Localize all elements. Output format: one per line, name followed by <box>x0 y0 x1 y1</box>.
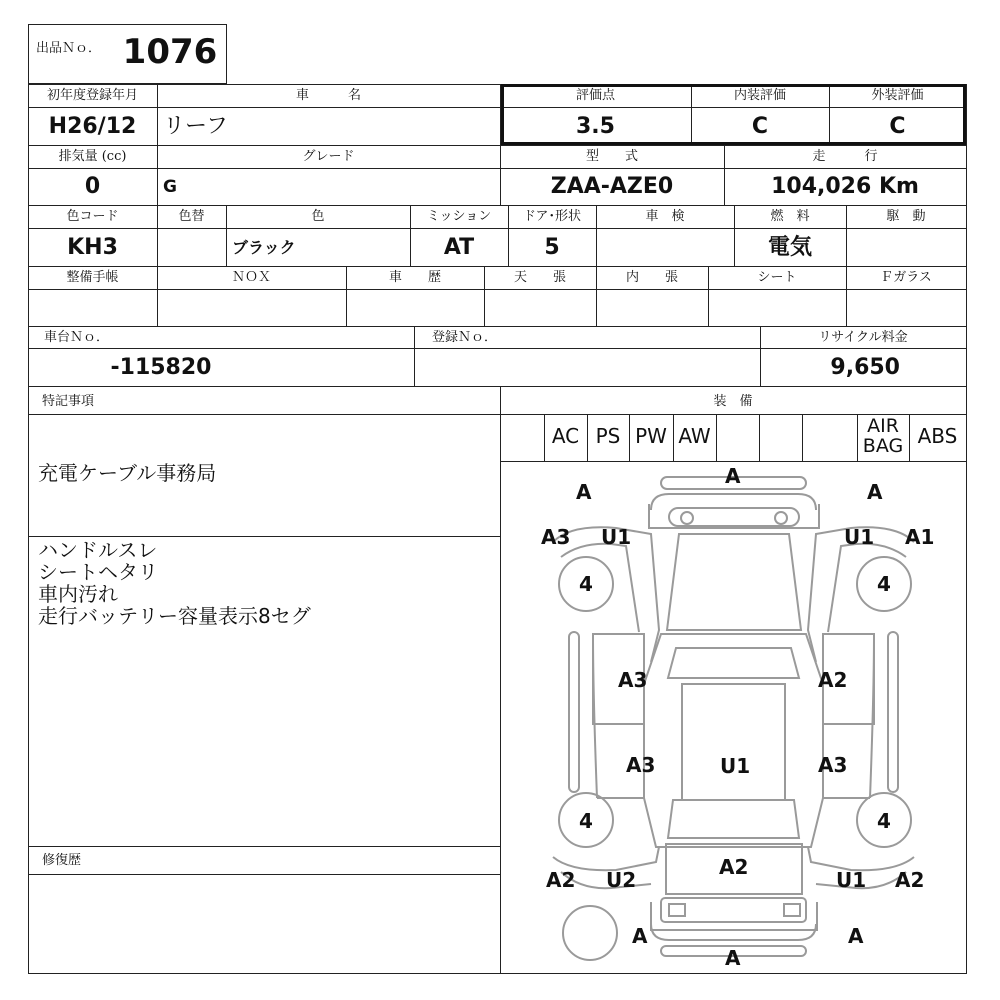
displacement-label: 排気量 (cc) <box>58 149 127 164</box>
mark-rear-right-u: U1 <box>836 868 867 892</box>
nox-label: ＮＯＸ <box>231 270 271 285</box>
model-value: ZAA-AZE0 <box>550 174 674 199</box>
special-note-line: 充電ケーブル事務局 <box>38 461 217 485</box>
door-value: 5 <box>544 235 560 260</box>
mark-front-left-fender-u: U1 <box>601 525 632 549</box>
grade-label: グレード <box>302 149 355 164</box>
first-reg-value: H26/12 <box>48 114 137 139</box>
seat-label: シート <box>757 270 797 285</box>
recycle-label: リサイクル料金 <box>818 330 908 345</box>
mark-roof: U1 <box>720 754 751 778</box>
mark-front-left-corner: A <box>576 480 592 504</box>
history-label: 車 歴 <box>388 270 441 285</box>
mark-rear-left-u: U2 <box>606 868 637 892</box>
mark-right-rear-door: A3 <box>818 753 848 777</box>
mark-front-right-corner: A <box>867 480 883 504</box>
remark-line-4: 走行バッテリー容量表示8セグ <box>38 604 311 628</box>
mark-left-front-door: A3 <box>618 668 648 692</box>
mark-front-right-fender-u: U1 <box>844 525 875 549</box>
maintenance-label: 整備手帳 <box>66 270 119 285</box>
car-diagram <box>501 462 966 973</box>
exterior-value: C <box>889 114 906 139</box>
score-label: 評価点 <box>575 88 615 103</box>
sunroof-label: 天 張 <box>513 270 566 285</box>
drive-label: 駆 動 <box>886 209 926 224</box>
color-label: 色 <box>311 209 325 224</box>
mileage-label: 走 行 <box>812 149 878 164</box>
mark-rear-right-a: A2 <box>895 868 925 892</box>
reg-no-label: 登録Ｎｏ． <box>432 330 498 345</box>
mark-rear-left-a: A2 <box>546 868 576 892</box>
model-label: 型 式 <box>585 149 638 164</box>
mark-tire-rear-right: 4 <box>877 809 891 833</box>
fuel-value: 電気 <box>767 235 812 260</box>
grade-value: G <box>163 177 177 197</box>
mark-rear-right-corner: A <box>848 924 864 948</box>
equipment-pw: PW <box>635 424 667 448</box>
exterior-label: 外装評価 <box>871 88 924 103</box>
interior-label: 内装評価 <box>733 88 786 103</box>
mark-rear-left-corner: A <box>632 924 648 948</box>
remark-line-2: シートヘタリ <box>38 560 158 584</box>
color-change-label: 色替 <box>178 209 205 224</box>
mark-trunk: A2 <box>719 855 749 879</box>
chassis-label: 車台Ｎｏ． <box>44 330 110 345</box>
displacement-value: 0 <box>84 174 101 199</box>
repair-history-label: 修復歴 <box>42 853 82 868</box>
mark-tire-front-right: 4 <box>877 572 891 596</box>
mark-tire-front-left: 4 <box>579 572 593 596</box>
listing-number-label: 出品Ｎｏ． <box>36 41 102 56</box>
equipment-airbag: AIR BAG <box>862 415 904 457</box>
inspection-label: 車 検 <box>645 209 685 224</box>
interior-value: C <box>751 114 769 139</box>
equipment-ps: PS <box>595 424 621 448</box>
equipment-abs: ABS <box>917 424 958 448</box>
color-code-value: KH3 <box>67 235 118 260</box>
car-name-value: リーフ <box>163 114 228 139</box>
mark-left-rear-door: A3 <box>626 753 656 777</box>
car-name-label: 車 名 <box>295 88 361 103</box>
equipment-label: 装 備 <box>713 394 753 409</box>
interior-trim-label: 内 張 <box>625 270 678 285</box>
first-reg-label: 初年度登録年月 <box>46 88 138 103</box>
mark-front-bumper: A <box>725 464 741 488</box>
listing-number-value: 1076 <box>122 32 218 72</box>
door-label: ドア･形状 <box>522 209 582 224</box>
score-value: 3.5 <box>576 114 615 139</box>
mark-front-left-fender-a: A3 <box>541 525 571 549</box>
equipment-aw: AW <box>678 424 711 448</box>
special-notes-label: 特記事項 <box>42 394 95 409</box>
mark-rear-bumper: A <box>725 946 741 970</box>
mission-value: AT <box>443 235 475 260</box>
fglass-label: Ｆガラス <box>880 270 932 285</box>
mark-front-right-fender-a: A1 <box>905 525 935 549</box>
mission-label: ミッション <box>426 209 492 224</box>
recycle-value: 9,650 <box>830 355 900 380</box>
color-code-label: 色コード <box>66 209 119 224</box>
mileage-value: 104,026 Km <box>771 174 919 199</box>
equipment-ac: AC <box>551 424 580 448</box>
fuel-label: 燃 料 <box>770 209 810 224</box>
remark-line-1: ハンドルスレ <box>38 538 158 562</box>
chassis-value: -115820 <box>110 355 212 380</box>
color-value: ブラック <box>232 238 296 257</box>
mark-right-front-door: A2 <box>818 668 848 692</box>
mark-tire-rear-left: 4 <box>579 809 593 833</box>
remark-line-3: 車内汚れ <box>38 582 118 606</box>
